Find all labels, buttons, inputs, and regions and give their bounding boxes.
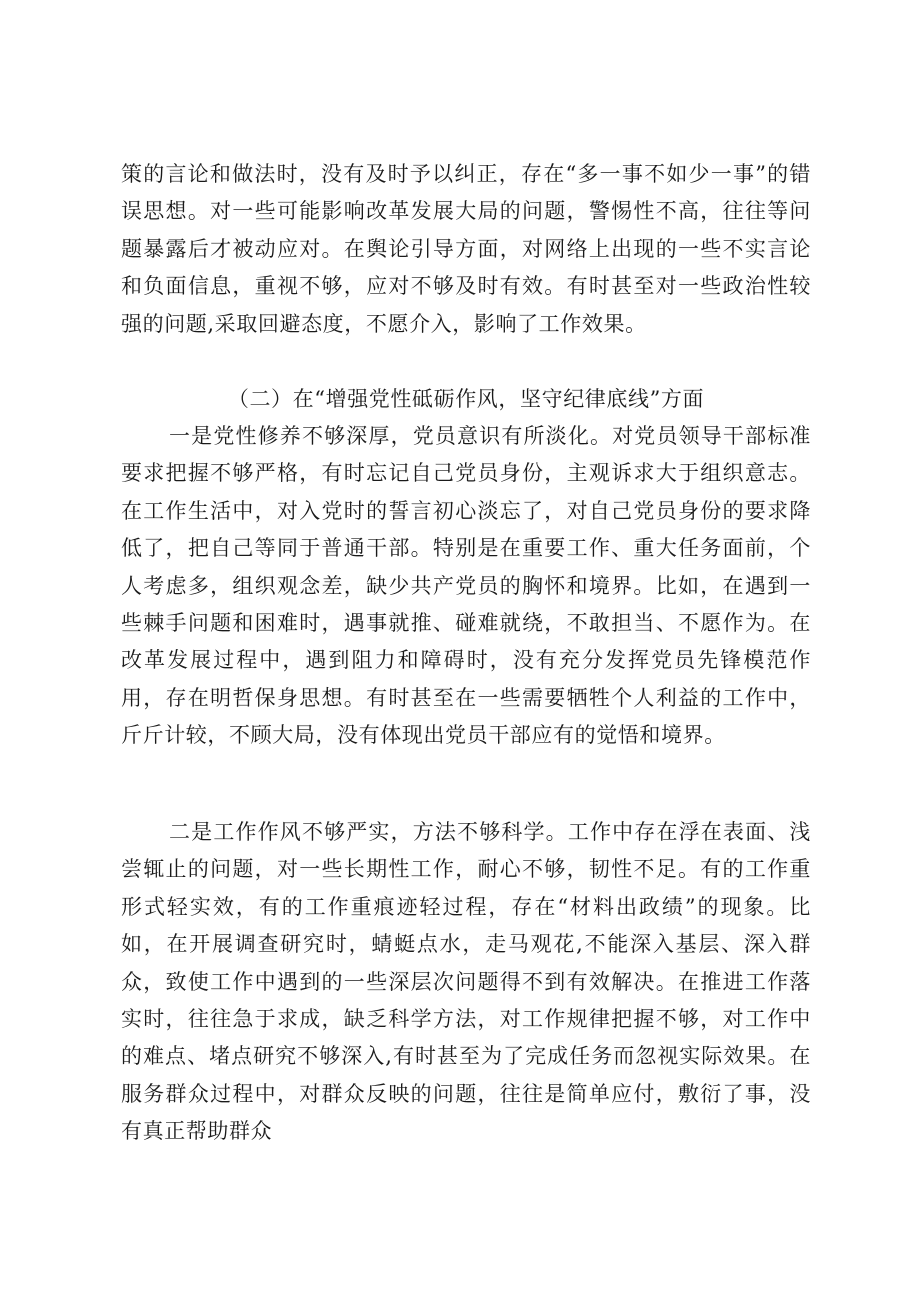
body-paragraph-continued: 策的言论和做法时，没有及时予以纠正，存在“多一事不如少一事”的错误思想。对一些可能影响改革发展大局的问题，警惕性不高，往往等问题暴露后才被动应对。在舆论引导方面，对网络上出现的一些不实言论和负面信息，重视不够，应对不够及时有效。有时甚至对一些政治性较强的问题,采取回避态度，不愿介入，影响了工作效果。 xyxy=(121,162,811,336)
section-heading: （二）在“增强党性砥砺作风，坚守纪律底线”方面 xyxy=(227,387,705,411)
body-paragraph-work-style: 二是工作作风不够严实，方法不够科学。工作中存在浮在表面、浅尝辄止的问题，对一些长期性工作，耐心不够，韧性不足。有的工作重形式轻实效，有的工作重痕迹轻过程，存在“材料出政绩”的现象。比如，在开展调查研究时，蜻蜓点水，走马观花,不能深入基层、深入群众，致使工作中遇到的一些深层次问题得不到有效解决。在推进工作落实时，往往急于求成，缺乏科学方法，对工作规律把握不够，对工作中的难点、堵点研究不够深入,有时甚至为了完成任务而忽视实际效果。在服务群众过程中，对群众反映的问题，往往是简单应付，敷衍了事，没有真正帮助群众 xyxy=(121,820,811,1144)
body-paragraph-party-spirit: 一是党性修养不够深厚，党员意识有所淡化。对党员领导干部标准要求把握不够严格，有时忘记自己党员身份，主观诉求大于组织意志。在工作生活中，对入党时的誓言初心淡忘了，对自己党员身份的要求降低了，把自己等同于普通干部。特别是在重要工作、重大任务面前，个人考虑多，组织观念差，缺少共产党员的胸怀和境界。比如，在遇到一些棘手问题和困难时，遇事就推、碰难就绕，不敢担当、不愿作为。在改革发展过程中，遇到阻力和障碍时，没有充分发挥党员先锋模范作用，存在明哲保身思想。有时甚至在一些需要牺牲个人利益的工作中，斤斤计较，不顾大局，没有体现出党员干部应有的觉悟和境界。 xyxy=(121,424,811,748)
